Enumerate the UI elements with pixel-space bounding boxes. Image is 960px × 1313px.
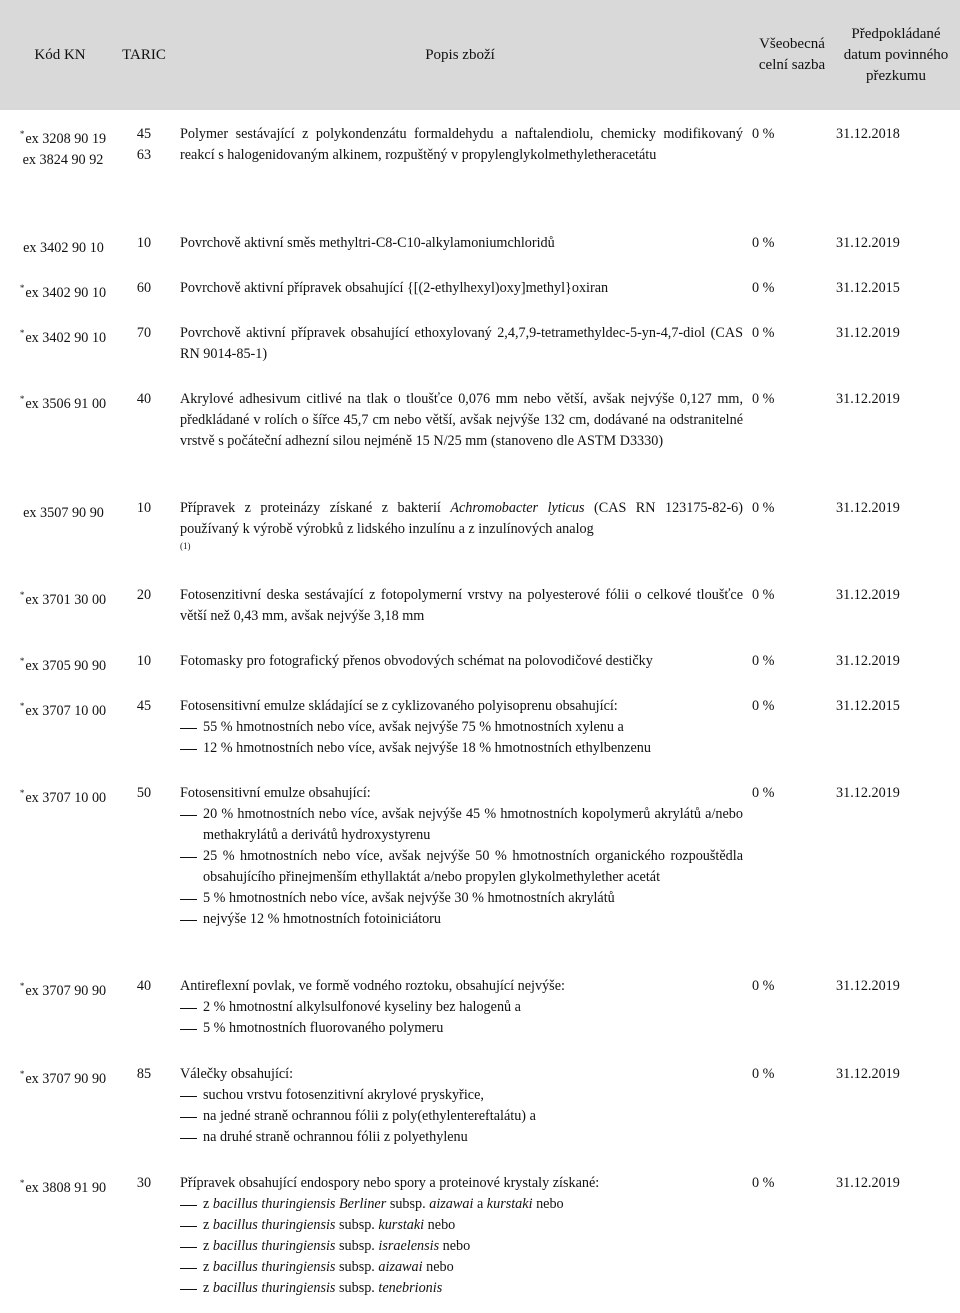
description — [180, 976, 743, 1039]
description-text: Fotosensitivní emulze obsahující: — [180, 785, 371, 801]
kn-code-2: ex 3824 90 92 — [22, 152, 104, 168]
review-date: 31.12.2015 — [836, 280, 900, 296]
duty-rate: 0 % — [752, 235, 775, 251]
item-text: a — [473, 1196, 487, 1212]
star-marker: * — [19, 394, 25, 404]
subspecies-name: tenebrionis — [378, 1280, 443, 1296]
taric-code: 20 — [136, 587, 152, 603]
list-item: 55 % hmotnostních nebo více, avšak nejvýše 75 % hmotnostních xylenu a — [180, 717, 743, 738]
header-sazba: Všeobecná celní sazba — [758, 36, 826, 73]
star-marker: * — [19, 1069, 25, 1079]
item-text: z — [203, 1217, 213, 1233]
kn-code — [0, 651, 126, 677]
review-date: 31.12.2019 — [836, 325, 900, 341]
header-popis: Popis zboží — [425, 46, 495, 63]
duty-rate: 0 % — [752, 391, 775, 407]
star-marker: * — [19, 590, 25, 600]
star-marker: * — [19, 283, 25, 293]
taric-code: 50 — [136, 785, 152, 801]
description: Fotosenzitivní deska sestávající z fotopolymerní vrstvy na polyesterové fólii o celkové tloušťce větší než 0,43 mm, avšak nejvýše 3,18 mm — [180, 587, 743, 624]
description — [180, 783, 743, 930]
kn-code — [0, 233, 126, 259]
item-text: nebo — [424, 1217, 456, 1233]
star-marker: * — [19, 129, 25, 139]
organism-name: bacillus thuringiensis — [212, 1259, 336, 1275]
item-text: z — [203, 1280, 213, 1296]
taric-code: 30 — [136, 1175, 152, 1191]
kn-code-text: ex 3707 90 90 — [25, 1071, 107, 1087]
subspecies-name: aizawai — [429, 1196, 474, 1212]
header-taric: TARIC — [122, 46, 166, 63]
duty-rate: 0 % — [752, 653, 775, 669]
kn-code — [0, 124, 126, 171]
description-text: Antireflexní povlak, ve formě vodného roztoku, obsahující nejvýše: — [180, 978, 565, 994]
kn-code — [0, 976, 126, 1002]
kn-code — [0, 278, 126, 304]
list-item: 5 % hmotnostních nebo více, avšak nejvýše 30 % hmotnostních akrylátů — [180, 888, 743, 909]
kn-code-text: ex 3402 90 10 — [25, 330, 107, 346]
organism-name: bacillus thuringiensis — [212, 1280, 336, 1296]
item-text: subsp. — [386, 1196, 430, 1212]
list-item: na druhé straně ochrannou fólii z polyethylenu — [180, 1127, 743, 1148]
duty-rate: 0 % — [752, 500, 775, 516]
review-date: 31.12.2018 — [836, 126, 900, 142]
organism-name: bacillus thuringiensis Berliner — [212, 1196, 387, 1212]
subspecies-name: kurstaki — [486, 1196, 533, 1212]
review-date: 31.12.2019 — [836, 978, 900, 994]
organism-name: Achromobacter lyticus — [450, 500, 585, 516]
description — [180, 696, 743, 759]
list-item: 25 % hmotnostních nebo více, avšak nejvýše 50 % hmotnostních organického rozpouštědla obsahujícího přinejmenším ethyllaktát a/nebo propylen glykolmethylether acetát — [180, 846, 743, 888]
description: Fotomasky pro fotografický přenos obvodových schémat na polovodičové destičky — [180, 653, 653, 669]
review-date: 31.12.2019 — [836, 1175, 900, 1191]
taric-code: 85 — [136, 1066, 152, 1082]
item-text: subsp. — [335, 1259, 379, 1275]
kn-code-text: ex 3808 91 90 — [25, 1180, 107, 1196]
subspecies-name: israelensis — [378, 1238, 440, 1254]
star-marker: * — [19, 981, 25, 991]
subspecies-name: aizawai — [378, 1259, 423, 1275]
taric-code-2: 63 — [136, 147, 152, 163]
kn-code-text: ex 3507 90 90 — [23, 505, 104, 521]
kn-code-text: ex 3707 10 00 — [25, 703, 107, 719]
kn-code — [0, 696, 126, 722]
review-date: 31.12.2019 — [836, 391, 900, 407]
star-marker: * — [19, 328, 25, 338]
duty-rate: 0 % — [752, 698, 775, 714]
description: Povrchově aktivní přípravek obsahující {[(2-ethylhexyl)oxy]methyl}oxiran — [180, 280, 609, 296]
taric-code — [126, 124, 162, 166]
list-item: 12 % hmotnostních nebo více, avšak nejvýše 18 % hmotnostních ethylbenzenu — [180, 738, 743, 759]
kn-code-1: ex 3208 90 19 — [25, 131, 107, 147]
header-kod-kn: Kód KN — [34, 46, 86, 63]
review-date: 31.12.2015 — [836, 698, 900, 714]
item-text: nebo — [439, 1238, 471, 1254]
duty-rate: 0 % — [752, 325, 775, 341]
description-text: Válečky obsahující: — [180, 1066, 294, 1082]
kn-code-text: ex 3705 90 90 — [25, 658, 107, 674]
duty-rate: 0 % — [752, 785, 775, 801]
description-text: Fotosensitivní emulze skládající se z cyklizovaného polyisoprenu obsahující: — [180, 698, 618, 714]
description: Povrchově aktivní přípravek obsahující ethoxylovaný 2,4,7,9-tetramethyldec-5-yn-4,7-diol (CAS RN 9014-85-1) — [180, 325, 743, 362]
item-text: nebo — [532, 1196, 564, 1212]
taric-code: 40 — [136, 978, 152, 994]
item-text: nebo — [422, 1259, 454, 1275]
kn-code — [0, 1064, 126, 1090]
description-text: (CAS RN 123175-82-6) používaný k výrobě výrobků z lidského inzulínu a z inzulínových analog — [180, 500, 743, 537]
description: Akrylové adhesivum citlivé na tlak o tloušťce 0,076 mm nebo větší, avšak nejvýše 0,127 mm, předkládané v rolích o šířce 45,7 cm nebo větší, avšak nejvýše 132 cm, dodávané na odstranitelné vrstvě s počáteční adhezní silou nejméně 15 N/25 mm (stanoveno dle ASTM D3330) — [180, 391, 743, 449]
review-date: 31.12.2019 — [836, 1066, 900, 1082]
list-item — [180, 1236, 743, 1257]
list-item: 20 % hmotnostních nebo více, avšak nejvýše 45 % hmotnostních kopolymerů akrylátů a/nebo methakrylátů a derivátů hydroxystyrenu — [180, 804, 743, 846]
list-item — [180, 1215, 743, 1236]
star-marker: * — [19, 656, 25, 666]
kn-code — [0, 783, 126, 809]
description — [180, 498, 743, 552]
header-datum: Předpokládané datum povinného přezkumu — [843, 25, 949, 84]
kn-code-text: ex 3506 91 00 — [25, 396, 107, 412]
kn-code — [0, 1173, 126, 1199]
review-date: 31.12.2019 — [836, 500, 900, 516]
duty-rate: 0 % — [752, 1066, 775, 1082]
subspecies-name: kurstaki — [378, 1217, 425, 1233]
review-date: 31.12.2019 — [836, 653, 900, 669]
item-text: z — [203, 1238, 213, 1254]
star-marker: * — [19, 788, 25, 798]
list-item — [180, 1257, 743, 1278]
kn-code-text: ex 3707 90 90 — [25, 983, 107, 999]
taric-code: 60 — [136, 280, 152, 296]
taric-code: 10 — [136, 653, 152, 669]
taric-code-1: 45 — [136, 126, 152, 142]
review-date: 31.12.2019 — [836, 785, 900, 801]
list-item — [180, 1278, 743, 1299]
item-text: z — [203, 1259, 213, 1275]
kn-code — [0, 585, 126, 611]
taric-code: 40 — [136, 391, 152, 407]
item-text: subsp. — [335, 1280, 379, 1296]
duty-rate: 0 % — [752, 1175, 775, 1191]
list-item — [180, 1194, 743, 1215]
list-item: nejvýše 12 % hmotnostních fotoiniciátoru — [180, 909, 743, 930]
kn-code — [0, 323, 126, 349]
kn-code-text: ex 3701 30 00 — [25, 592, 107, 608]
list-item: 2 % hmotnostní alkylsulfonové kyseliny bez halogenů a — [180, 997, 743, 1018]
review-date: 31.12.2019 — [836, 235, 900, 251]
star-marker: * — [19, 1178, 25, 1188]
description — [180, 1064, 743, 1148]
item-text: subsp. — [335, 1238, 379, 1254]
taric-code: 10 — [136, 500, 152, 516]
description: Povrchově aktivní směs methyltri-C8-C10-alkylamoniumchloridů — [180, 235, 555, 251]
duty-rate: 0 % — [752, 126, 775, 142]
taric-code: 10 — [136, 235, 152, 251]
description-text: Přípravek obsahující endospory nebo spory a proteinové krystaly získané: — [180, 1175, 600, 1191]
kn-code-text: ex 3402 90 10 — [25, 285, 107, 301]
review-date: 31.12.2019 — [836, 587, 900, 603]
taric-code: 45 — [136, 698, 152, 714]
duty-rate: 0 % — [752, 280, 775, 296]
star-marker: * — [19, 701, 25, 711]
list-item: suchou vrstvu fotosenzitivní akrylové pryskyřice, — [180, 1085, 743, 1106]
kn-code-text: ex 3402 90 10 — [23, 240, 104, 256]
description-text: Přípravek z proteinázy získané z bakterií — [180, 500, 451, 516]
footnote-ref: (1) — [180, 541, 191, 551]
duty-rate: 0 % — [752, 587, 775, 603]
description — [180, 1173, 743, 1299]
taric-code: 70 — [136, 325, 152, 341]
item-text: z — [203, 1196, 213, 1212]
duty-rate: 0 % — [752, 978, 775, 994]
organism-name: bacillus thuringiensis — [212, 1238, 336, 1254]
list-item: na jedné straně ochrannou fólii z poly(ethylentereftalátu) a — [180, 1106, 743, 1127]
kn-code — [0, 389, 126, 415]
item-text: subsp. — [335, 1217, 379, 1233]
description: Polymer sestávající z polykondenzátu formaldehydu a naftalendiolu, chemicky modifikovaný reakcí s halogenidovaným alkinem, rozpuštěný v propylenglykolmethyletheracetátu — [180, 126, 743, 163]
list-item: 5 % hmotnostních fluorovaného polymeru — [180, 1018, 743, 1039]
table-header — [0, 0, 960, 110]
kn-code-text: ex 3707 10 00 — [25, 790, 107, 806]
kn-code — [0, 498, 126, 524]
organism-name: bacillus thuringiensis — [212, 1217, 336, 1233]
